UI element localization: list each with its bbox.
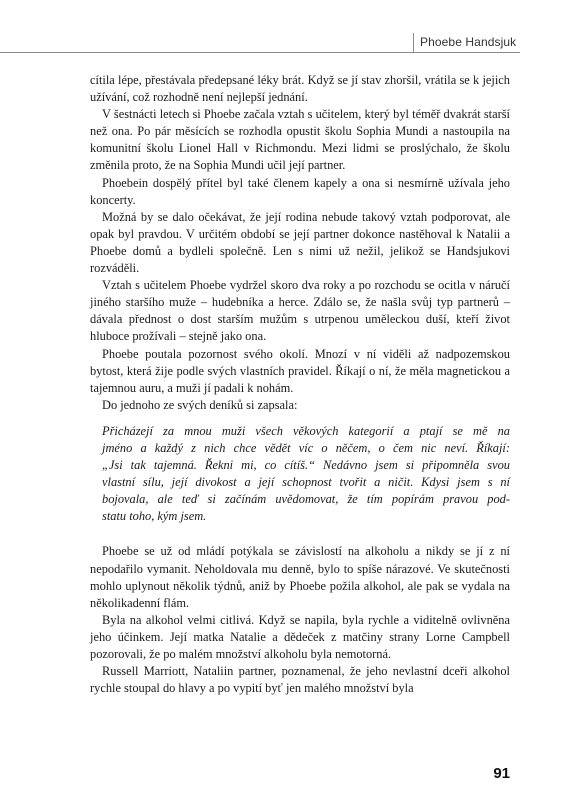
paragraph: Phoebe se už od mládí potýkala se závislostí na alkoholu a nikdy se jí z ní nepodařilo vymanit. Neholdovala mu denně, bylo to spíše nárazové. Ve skutečnosti mohlo uplynout několik týdnů, aniž by Phoebe požila alkohol, ale pak se vydala na několikadenní flám. xyxy=(90,544,510,610)
quote-line: statu toho, kým jsem. xyxy=(102,509,207,524)
paragraph: Byla na alkohol velmi citlivá. Když se napila, byla rychle a viditelně ovlivněna jeho účinkem. Její matka Natalie a dědeček z matčiny strany Lorne Campbell pozorovali, že po malém množství alkoholu byla nemotorná. xyxy=(90,612,510,661)
diary-quote xyxy=(90,423,510,526)
paragraph: V šestnácti letech si Phoebe začala vztah s učitelem, který byl téměř dvakrát starší než ona. Po pár měsících se rozhodla opustit školu Sophia Mundi a nastoupila na komunitní školu Lionel Hall v Richmondu. Mezi lidmi se proslýchalo, že školu změnila proto, že na Sophia Mundi učil její partner. xyxy=(90,107,510,173)
page-body xyxy=(90,72,510,697)
quote-line: „Jsi tak tajemná. Řekni mi, co cítíš.“ Nedávno jsem si připomněla svou xyxy=(102,458,510,473)
paragraph: Vztah s učitelem Phoebe vydržel skoro dva roky a po rozchodu se ocitla v náručí jiného staršího muže – hudebníka a herce. Zdálo se, že našla svůj typ partnerů – dávala přednost o dost starším mužům s utrpenou uměleckou duší, kteří život hluboce prožívali – stejně jako ona. xyxy=(90,278,510,344)
quote-line: vlastní sílu, její divokost a její schopnost tvořit a ničit. Kdysi jsem s ní xyxy=(102,475,510,490)
paragraph: Phoebe poutala pozornost svého okolí. Mnozí v ní viděli až nadpozemskou bytost, která žije podle svých vlastních pravidel. Říkají o ní, že měla magnetickou a tajemnou auru, a muži jí padali k nohám. xyxy=(90,346,510,395)
paragraph: Russell Marriott, Nataliin partner, poznamenal, že jeho nevlastní dceři alkohol rychle stoupal do hlavy a po vypití byť jen malého množství byla xyxy=(90,664,510,696)
quote-line: jméno a každý z nich chce vědět víc o něčem, o čem nic neví. Říkají: xyxy=(102,440,510,455)
quote-line: Přicházejí za mnou muži všech věkových kategorií a ptají se mě na xyxy=(102,423,510,438)
running-head: Phoebe Handsjuk xyxy=(420,35,517,49)
header-divider xyxy=(413,33,414,53)
paragraph: Phoebein dospělý přítel byl také členem kapely a ona si nesmírně užívala jeho koncerty. xyxy=(90,175,510,207)
header-rule xyxy=(0,52,520,53)
paragraph: Do jednoho ze svých deníků si zapsala: xyxy=(102,397,298,412)
page-number: 91 xyxy=(493,765,510,782)
paragraph: cítila lépe, přestávala předepsané léky brát. Když se jí stav zhoršil, vrátila se k jejich užívání, což rozhodně není nejlepší jednání. xyxy=(90,73,510,105)
quote-line: bojovala, ale teď si začínám uvědomovat, že tím popírám pravou pod- xyxy=(102,492,510,507)
paragraph: Možná by se dalo očekávat, že její rodina nebude takový vztah podporovat, ale opak byl pravdou. V určitém období se její partner dokonce nastěhoval k Natalii a Phoebe domů a bydleli společně. Len s nimi už nežil, jelikož se Handsjukovi rozváděli. xyxy=(90,209,510,276)
